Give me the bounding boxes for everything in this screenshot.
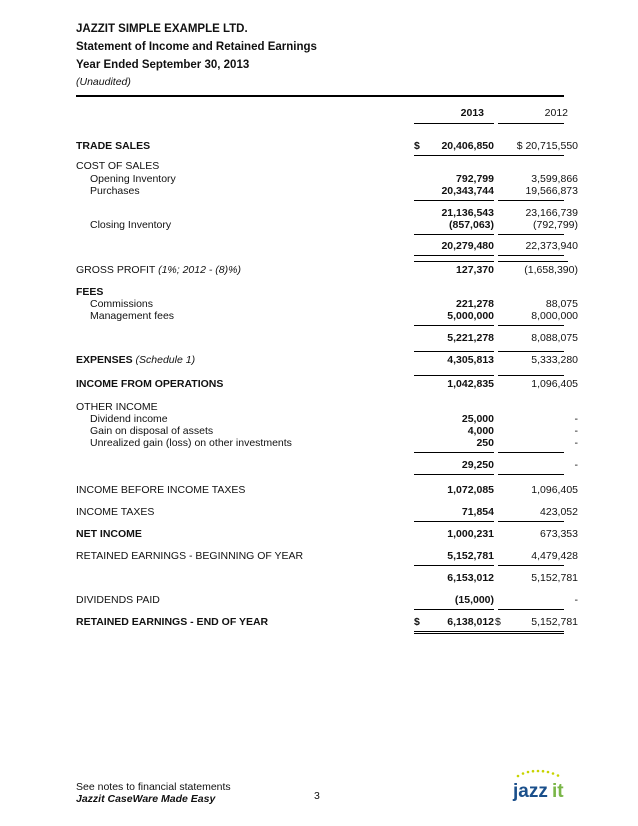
row-label (76, 354, 195, 366)
value-2012: - (574, 459, 578, 471)
underline-2012 (498, 609, 564, 610)
value-2012: 23,166,739 (525, 207, 578, 219)
value-2012: 1,096,405 (531, 484, 578, 496)
value-2013: 20,279,480 (441, 240, 494, 252)
row-income-from-operations (76, 378, 578, 392)
underline-2013 (414, 155, 494, 156)
currency-sign-prior: $ (495, 616, 501, 628)
value-2013: 20,406,850 (441, 140, 494, 152)
row-cost-of-sales (76, 160, 564, 174)
underline-2013 (414, 609, 494, 610)
underline-2013 (414, 474, 494, 475)
value-2012: 8,088,075 (531, 332, 578, 344)
double-underline-2013 (414, 631, 494, 634)
value-2013: 1,072,085 (447, 484, 494, 496)
value-2013: 1,042,835 (447, 378, 494, 390)
row-label: RETAINED EARNINGS - END OF YEAR (76, 616, 269, 628)
value-2012: 5,333,280 (531, 354, 578, 366)
row-retained-earnings-subtotal (76, 572, 578, 586)
row-cost-total (76, 240, 578, 254)
row-label: TRADE SALES (76, 140, 151, 152)
value-2013: 25,000 (461, 413, 494, 425)
row-net-income (76, 528, 578, 542)
svg-text:it: it (552, 781, 564, 802)
value-2013: 5,152,781 (447, 550, 494, 562)
row-expenses (76, 354, 578, 368)
page-number: 3 (314, 790, 320, 802)
value-2013: 6,153,012 (447, 572, 494, 584)
value-2013: (15,000) (454, 594, 494, 606)
value-2012: 4,479,428 (531, 550, 578, 562)
expenses-label: EXPENSES (76, 354, 133, 366)
double-underline-2012 (494, 631, 564, 634)
row-label: COST OF SALES (76, 160, 160, 172)
row-fees-total (76, 332, 578, 346)
value-2013: 71,854 (461, 506, 494, 518)
row-label: NET INCOME (76, 528, 142, 540)
income-ops-overline-2012 (498, 375, 564, 376)
underline-2012 (494, 155, 564, 156)
value-2013: 29,250 (461, 459, 494, 471)
footer-tagline: Jazzit CaseWare Made Easy (76, 793, 216, 805)
column-2013-rule (414, 123, 494, 124)
row-label: INCOME BEFORE INCOME TAXES (76, 484, 246, 496)
schedule-link: (Schedule 1) (135, 354, 196, 366)
underline-2012 (498, 234, 564, 235)
currency-sign: $ (414, 140, 420, 152)
value-2013: 5,000,000 (447, 310, 494, 322)
underline-2012 (498, 325, 564, 326)
row-closing-inventory (76, 219, 578, 233)
column-2012: 2012 (544, 107, 568, 119)
row-label: INCOME TAXES (76, 506, 155, 518)
value-2012: 22,373,940 (525, 240, 578, 252)
row-income-before-taxes (76, 484, 578, 498)
jazzit-logo (512, 768, 568, 804)
income-ops-overline-2013 (414, 375, 494, 376)
row-label: Gain on disposal of assets (90, 425, 214, 437)
notes-reference: See notes to financial statements (76, 781, 231, 793)
value-2013: 1,000,231 (447, 528, 494, 540)
value-2013: (857,063) (449, 219, 494, 231)
value-2013: 4,305,813 (447, 354, 494, 366)
row-retained-earnings-beginning (76, 550, 578, 564)
svg-text:jazz: jazz (513, 781, 548, 802)
company-name: JAZZIT SIMPLE EXAMPLE LTD. (76, 23, 248, 35)
gross-profit-note: (1%; 2012 - (8)%) (158, 264, 241, 276)
underline-2013 (414, 521, 494, 522)
row-unrealized-gain (76, 437, 578, 451)
underline-2012 (498, 452, 564, 453)
row-label: RETAINED EARNINGS - BEGINNING OF YEAR (76, 550, 304, 562)
value-2012: 673,353 (540, 528, 578, 540)
period-title: Year Ended September 30, 2013 (76, 59, 250, 71)
value-2012: 3,599,866 (531, 173, 578, 185)
underline-2013 (414, 200, 494, 201)
value-2012: (792,799) (533, 219, 578, 231)
gross-profit-overline-2012 (498, 261, 568, 262)
row-label: Purchases (90, 185, 140, 197)
value-2013: 4,000 (467, 425, 494, 437)
row-purchases (76, 185, 578, 199)
row-label (76, 264, 241, 276)
gross-profit-overline-2013 (414, 261, 494, 262)
value-2013: 250 (476, 437, 494, 449)
value-2012: (1,658,390) (524, 264, 578, 276)
value-2012: - (574, 413, 578, 425)
underline-2013 (414, 452, 494, 453)
underline-2012 (498, 255, 564, 256)
row-label: Dividend income (90, 413, 168, 425)
underline-2013 (414, 234, 494, 235)
row-label: FEES (76, 286, 104, 298)
row-label: INCOME FROM OPERATIONS (76, 378, 224, 390)
underline-2013 (414, 325, 494, 326)
header-rule (76, 95, 564, 97)
underline-2012 (498, 521, 564, 522)
row-management-fees (76, 310, 578, 324)
gross-profit-label: GROSS PROFIT (76, 264, 156, 276)
value-2012: 5,152,781 (531, 616, 578, 628)
unaudited-note: (Unaudited) (76, 76, 131, 88)
value-2012: - (574, 425, 578, 437)
value-2012: - (574, 594, 578, 606)
row-label: Opening Inventory (90, 173, 176, 185)
underline-2012 (498, 565, 564, 566)
value-2013: 21,136,543 (441, 207, 494, 219)
logo-dots (517, 770, 560, 778)
value-2013: 6,138,012 (447, 616, 494, 628)
column-2013: 2013 (460, 107, 484, 119)
value-2013: 5,221,278 (447, 332, 494, 344)
value-2012: 88,075 (545, 298, 578, 310)
value-2013: 127,370 (456, 264, 494, 276)
row-label: Unrealized gain (loss) on other investments (90, 437, 292, 449)
value-2012: $ 20,715,550 (516, 140, 578, 152)
row-label: Closing Inventory (90, 219, 172, 231)
expenses-overline-2013 (414, 351, 494, 352)
row-other-income-total (76, 459, 578, 473)
expenses-overline-2012 (498, 351, 564, 352)
row-dividends-paid (76, 594, 578, 608)
statement-title: Statement of Income and Retained Earnings (76, 41, 317, 53)
value-2013: 20,343,744 (441, 185, 494, 197)
value-2012: 5,152,781 (531, 572, 578, 584)
row-gross-profit (76, 264, 578, 278)
row-label: OTHER INCOME (76, 401, 158, 413)
value-2012: 423,052 (540, 506, 578, 518)
value-2013: 221,278 (456, 298, 494, 310)
row-income-taxes (76, 506, 578, 520)
value-2012: 8,000,000 (531, 310, 578, 322)
row-trade-sales (76, 140, 578, 154)
underline-2012 (498, 474, 564, 475)
underline-2013 (414, 565, 494, 566)
currency-sign: $ (414, 616, 420, 628)
value-2012: 19,566,873 (525, 185, 578, 197)
row-label: Commissions (90, 298, 154, 310)
row-retained-earnings-end (76, 616, 578, 630)
row-label: DIVIDENDS PAID (76, 594, 160, 606)
row-label: Management fees (90, 310, 175, 322)
value-2013: 792,799 (456, 173, 494, 185)
underline-2013 (414, 255, 494, 256)
underline-2012 (498, 200, 564, 201)
column-2012-rule (498, 123, 564, 124)
value-2012: 1,096,405 (531, 378, 578, 390)
value-2012: - (574, 437, 578, 449)
